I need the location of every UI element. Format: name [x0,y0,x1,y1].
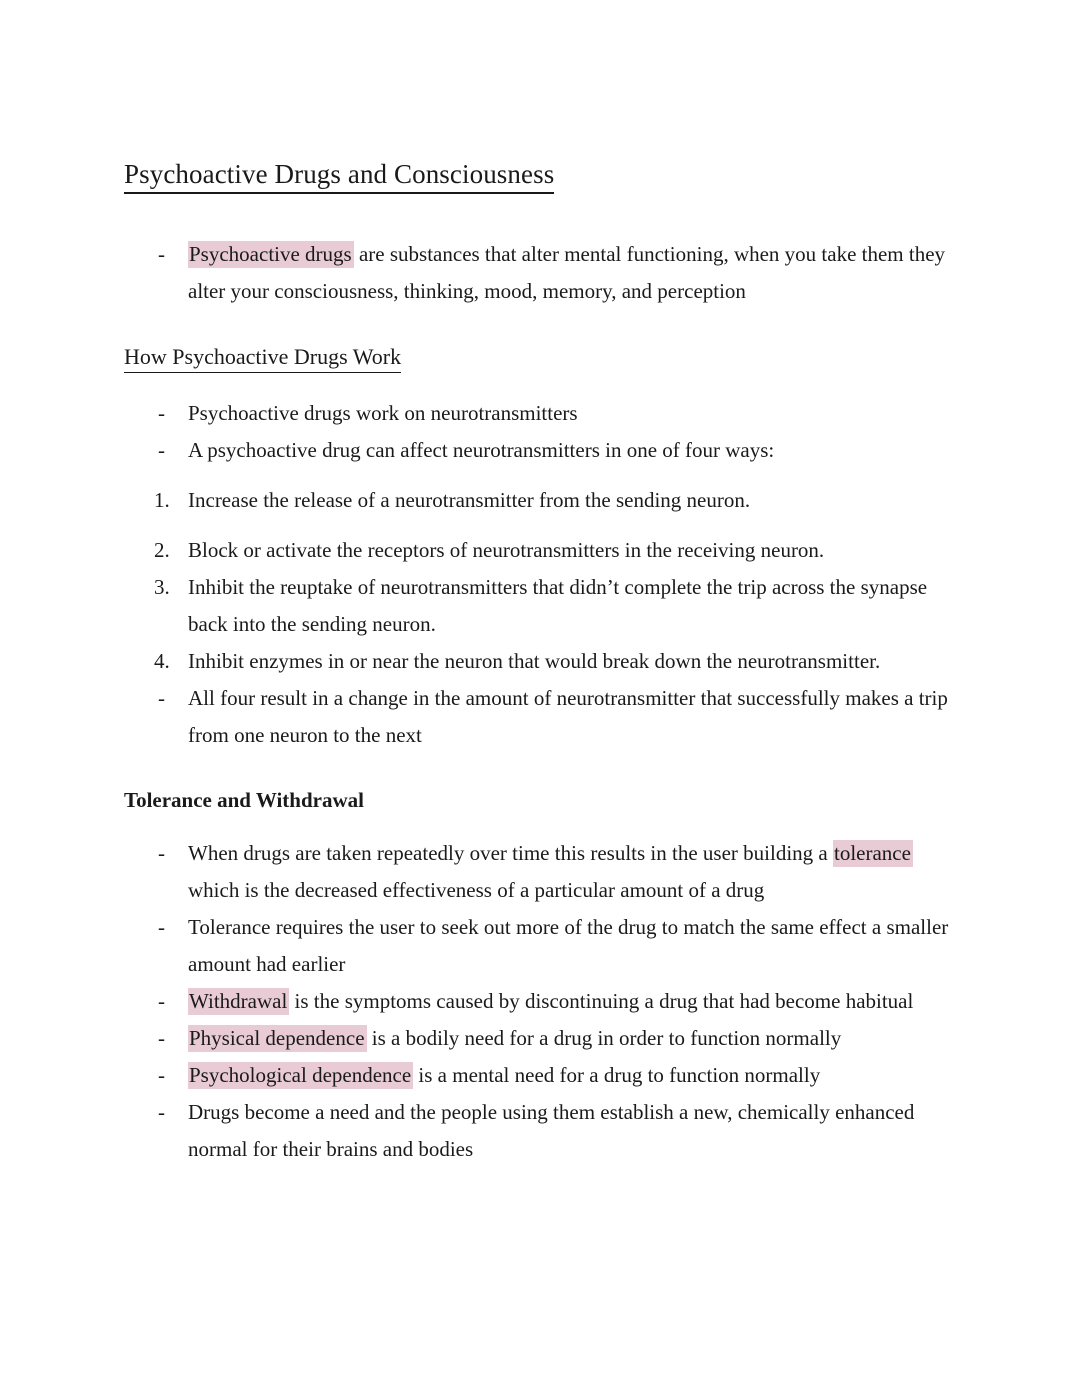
number-marker: 4. [154,648,170,673]
list-item [124,680,960,754]
highlighted-term: tolerance [833,840,911,865]
list-item [124,532,960,569]
list-item-rest: Tolerance requires the user to seek out more of the drug to match the same effect a smaller amount had earlier [188,914,949,976]
list-item-text [188,241,945,303]
list-item-text: Inhibit enzymes in or near the neuron that would break down the neurotransmitter. [188,648,881,673]
bullet-marker: - [158,437,165,462]
highlighted-term: Withdrawal [189,988,288,1013]
section-heading-tolerance-wrap [124,788,960,835]
tolerance-bullet-list [124,835,960,1168]
list-item-rest: are substances that alter mental functioning, when you take them they alter your consciousness, thinking, mood, memory, and perception [188,242,946,304]
list-item-text [188,840,913,902]
highlighted-term: Physical dependence [189,1025,365,1050]
list-item-text [188,988,913,1015]
spacer [124,754,960,788]
number-marker: 3. [154,574,170,599]
how-bullets-after-list [124,680,960,754]
list-item-pre: When drugs are taken repeatedly over time this results in the user building a [188,840,833,865]
list-item [124,395,960,432]
list-item-text [188,1025,841,1052]
list-item-rest: Drugs become a need and the people using them establish a new, chemically enhanced normal for their brains and bodies [188,1099,915,1161]
bullet-marker: - [158,914,165,939]
list-item-text [188,1100,914,1161]
bullet-marker: - [158,1025,165,1050]
list-item-text [188,915,948,976]
highlighted-term: Psychoactive drugs [189,242,352,267]
list-item [124,835,960,909]
section-heading-how-wrap [124,344,960,394]
list-item-rest: is the symptoms caused by discontinuing a drug that had become habitual [289,988,914,1013]
bullet-marker: - [158,685,165,710]
list-item-text: Increase the release of a neurotransmitter from the sending neuron. [188,487,751,512]
bullet-marker: - [158,988,165,1013]
list-item [124,643,960,680]
bullet-marker: - [158,840,165,865]
section-heading-tolerance-and-withdrawal: Tolerance and Withdrawal [124,787,364,812]
list-item-text: A psychoactive drug can affect neurotransmitters in one of four ways: [188,437,775,462]
list-item-text: All four result in a change in the amount of neurotransmitter that successfully makes a trip from one neuron to the next [188,685,948,747]
list-item [124,432,960,469]
list-item [124,983,960,1020]
list-item [124,1020,960,1057]
highlighted-term: Psychological dependence [189,1062,412,1087]
list-item [124,569,960,643]
bullet-marker: - [158,242,165,267]
list-item [124,236,960,310]
list-item-text [188,1062,820,1089]
list-item-text: Psychoactive drugs work on neurotransmitters [188,400,578,425]
section-heading-how-psychoactive-drugs-work: How Psychoactive Drugs Work [124,344,401,372]
intro-bullet-list [124,236,960,310]
list-item-rest: which is the decreased effectiveness of a particular amount of a drug [188,877,765,902]
spacer [124,519,960,532]
bullet-marker: - [158,1099,165,1124]
list-item [124,1057,960,1094]
list-item-text: Block or activate the receptors of neurotransmitters in the receiving neuron. [188,537,825,562]
bullet-marker: - [158,400,165,425]
list-item-rest: is a mental need for a drug to function normally [413,1062,821,1087]
page-title-wrap [124,158,960,236]
how-numbered-list [124,482,960,680]
number-marker: 2. [154,537,170,562]
list-item-text: Inhibit the reuptake of neurotransmitters that didn’t complete the trip across the synapse back into the sending neuron. [188,574,928,636]
how-bullets-before-list [124,395,960,469]
spacer [124,310,960,344]
list-item [124,482,960,519]
spacer [124,469,960,482]
list-item [124,1094,960,1168]
page-title: Psychoactive Drugs and Consciousness [124,158,554,194]
list-item [124,909,960,983]
list-item-rest: is a bodily need for a drug in order to function normally [366,1025,842,1050]
bullet-marker: - [158,1062,165,1087]
number-marker: 1. [154,487,170,512]
